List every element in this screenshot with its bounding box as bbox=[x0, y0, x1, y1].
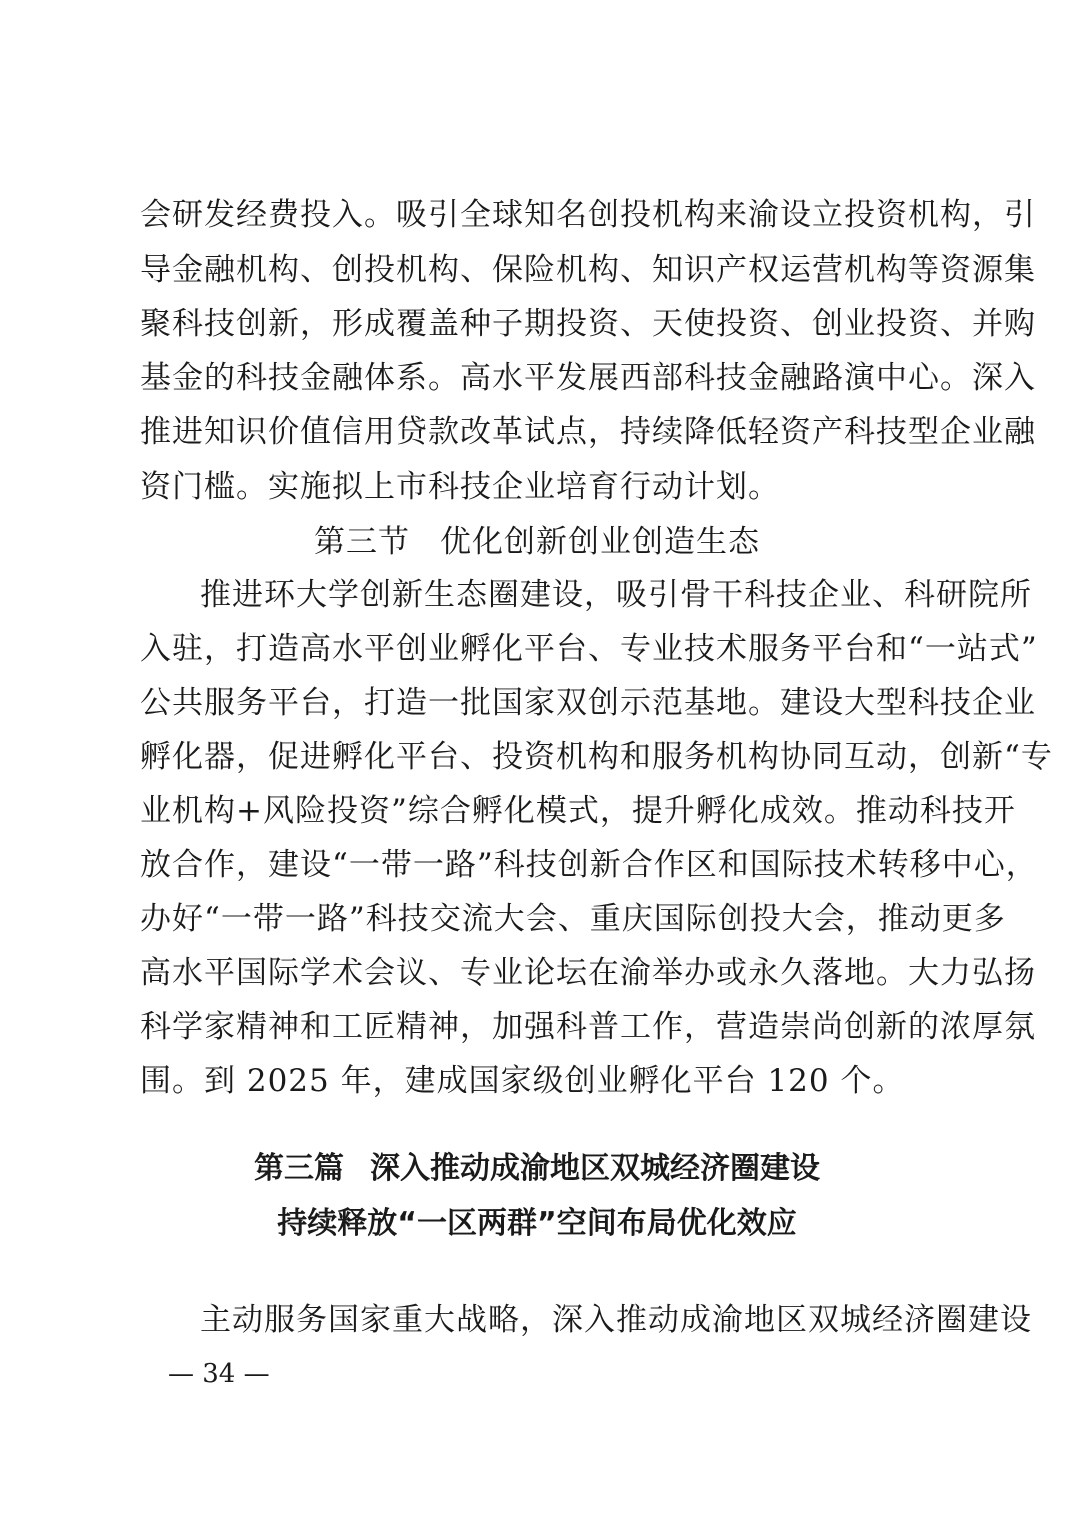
text-line: 聚科技创新，形成覆盖种子期投资、天使投资、创业投资、并购 bbox=[140, 306, 1036, 342]
section-title: 优化创新创业创造生态 bbox=[440, 524, 760, 560]
text-line: 导金融机构、创投机构、保险机构、知识产权运营机构等资源集 bbox=[140, 252, 1036, 288]
section-heading bbox=[0, 524, 1074, 560]
page-number: — 34 — bbox=[168, 1359, 270, 1389]
part-title-line2: 持续释放“一区两群”空间布局优化效应 bbox=[277, 1206, 797, 1241]
text-line: 办好“一带一路”科技交流大会、重庆国际创投大会，推动更多 bbox=[140, 901, 1006, 937]
section-number: 第三节 bbox=[314, 524, 410, 560]
text-line: 高水平国际学术会议、专业论坛在渝举办或永久落地。大力弘扬 bbox=[140, 955, 1036, 991]
text-line: 公共服务平台，打造一批国家双创示范基地。建设大型科技企业 bbox=[140, 685, 1036, 721]
text-line: 业机构+风险投资”综合孵化模式，提升孵化成效。推动科技开 bbox=[140, 793, 1016, 829]
text-line: 放合作，建设“一带一路”科技创新合作区和国际技术转移中心， bbox=[140, 847, 1038, 883]
text-line: 科学家精神和工匠精神，加强科普工作，营造崇尚创新的浓厚氛 bbox=[140, 1009, 1036, 1045]
part-number: 第三篇 bbox=[254, 1151, 344, 1186]
text-line: 会研发经费投入。吸引全球知名创投机构来渝设立投资机构，引 bbox=[140, 197, 1036, 233]
text-line: 推进知识价值信用贷款改革试点，持续降低轻资产科技型企业融 bbox=[140, 414, 1036, 450]
text-line: 孵化器，促进孵化平台、投资机构和服务机构协同互动，创新“专 bbox=[140, 739, 1053, 775]
part-heading-line1 bbox=[0, 1151, 1074, 1186]
part-title-line1: 深入推动成渝地区双城经济圈建设 bbox=[370, 1151, 820, 1186]
text-line: 主动服务国家重大战略，深入推动成渝地区双城经济圈建设 bbox=[200, 1302, 1032, 1338]
text-line: 资门槛。实施拟上市科技企业培育行动计划。 bbox=[140, 469, 780, 505]
text-line: 推进环大学创新生态圈建设，吸引骨干科技企业、科研院所 bbox=[200, 577, 1032, 613]
text-line: 基金的科技金融体系。高水平发展西部科技金融路演中心。深入 bbox=[140, 360, 1036, 396]
text-line: 入驻，打造高水平创业孵化平台、专业技术服务平台和“一站式” bbox=[140, 631, 1038, 667]
text-line: 围。到 2025 年，建成国家级创业孵化平台 120 个。 bbox=[140, 1063, 905, 1099]
